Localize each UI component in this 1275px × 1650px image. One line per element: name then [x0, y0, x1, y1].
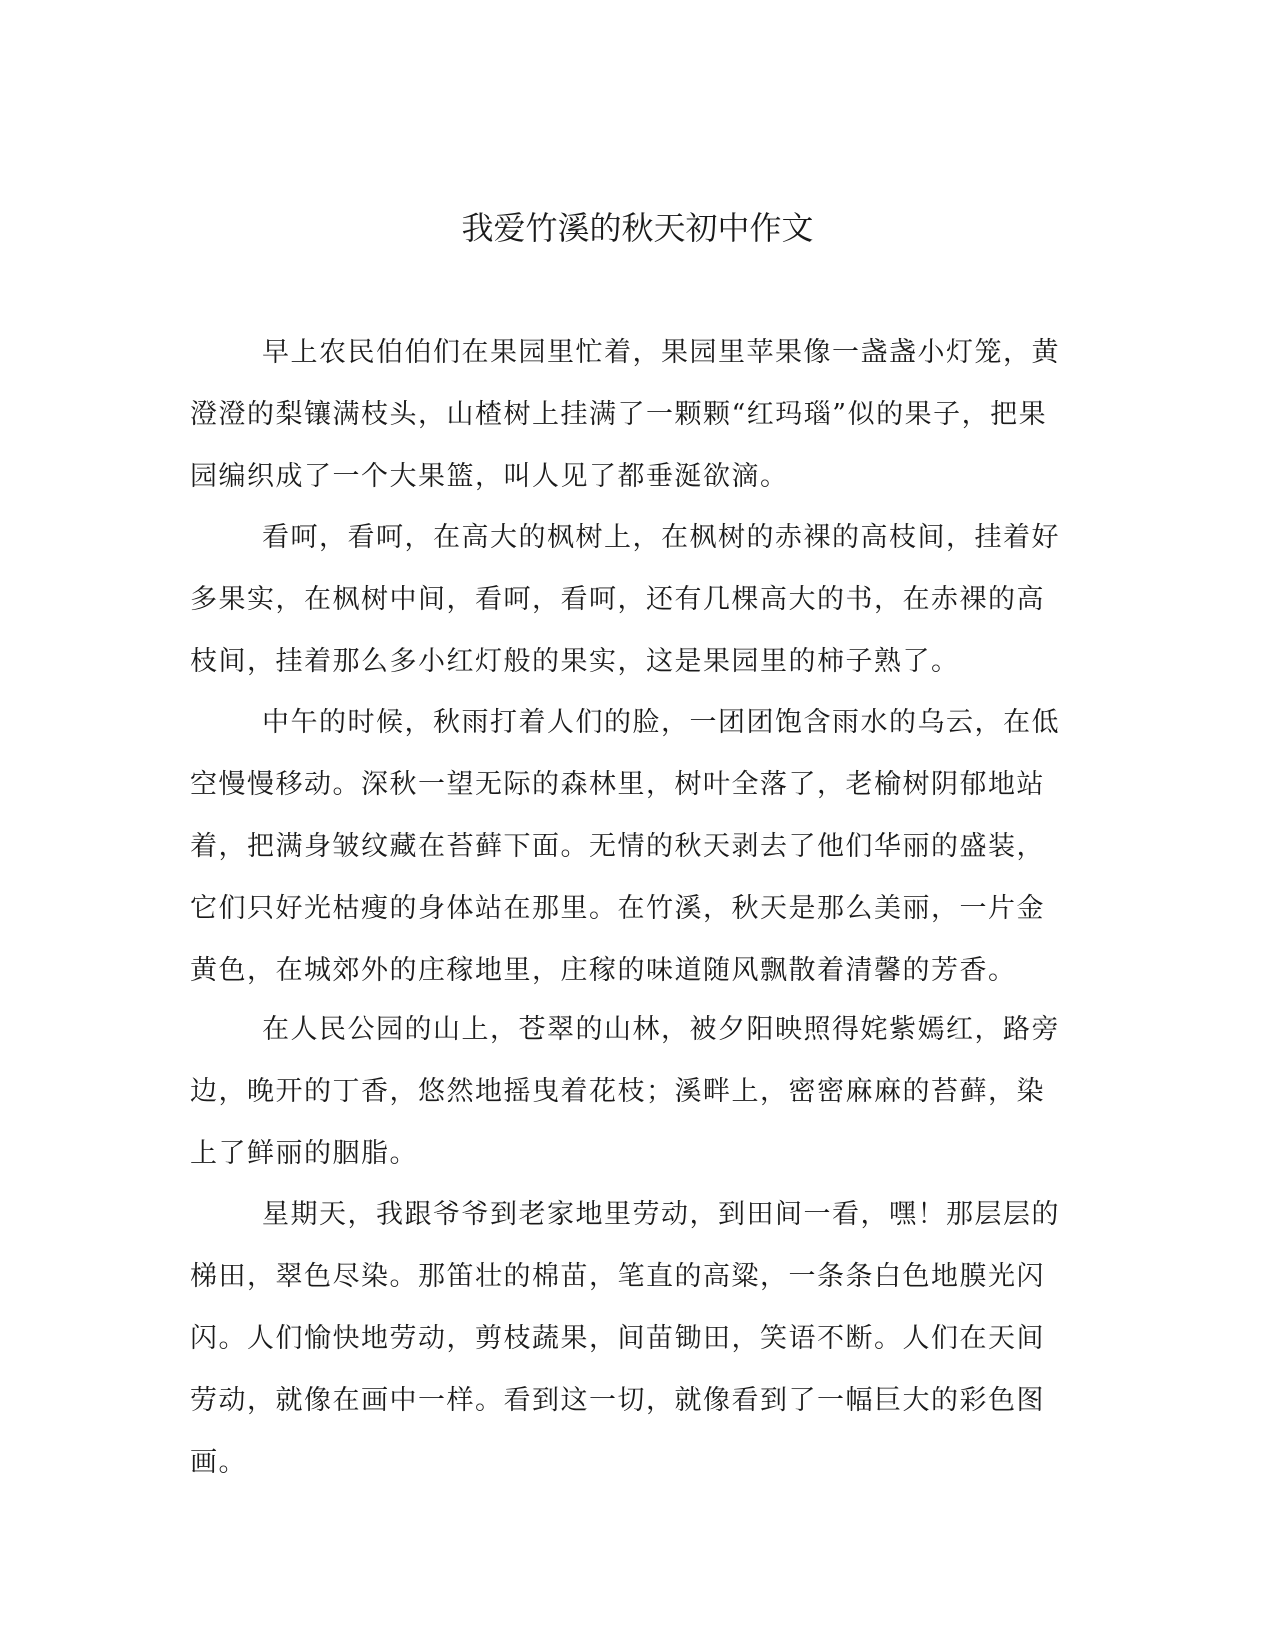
paragraph-line: 在人民公园的山上，苍翠的山林，被夕阳映照得姹紫嫣红，路旁 [262, 1014, 1060, 1045]
paragraph-line: 看呵，看呵，在高大的枫树上，在枫树的赤裸的高枝间，挂着好 [262, 522, 1060, 553]
paragraph-line: 闪。人们愉快地劳动，剪枝蔬果，间苗锄田，笑语不断。人们在天间 [190, 1323, 1045, 1354]
paragraph-3 [190, 692, 1080, 1002]
paragraph-line: 澄澄的梨镶满枝头，山楂树上挂满了一颗颗“红玛瑙”似的果子，把果 [190, 399, 1048, 430]
paragraph-line: 枝间，挂着那么多小红灯般的果实，这是果园里的柿子熟了。 [190, 646, 960, 677]
paragraph-5 [190, 1184, 1080, 1494]
paragraph-line: 星期天，我跟爷爷到老家地里劳动，到田间一看，嘿！那层层的 [262, 1199, 1060, 1230]
document-title: 我爱竹溪的秋天初中作文 [461, 209, 814, 247]
paragraph-line: 空慢慢移动。深秋一望无际的森林里，树叶全落了，老榆树阴郁地站 [190, 769, 1045, 800]
paragraph-line: 黄色，在城郊外的庄稼地里，庄稼的味道随风飘散着清馨的芳香。 [190, 955, 1017, 986]
paragraph-line: 边，晚开的丁香，悠然地摇曳着花枝；溪畔上，密密麻麻的苔藓，染 [190, 1076, 1045, 1107]
paragraph-line: 中午的时候，秋雨打着人们的脸，一团团饱含雨水的乌云，在低 [262, 707, 1060, 738]
paragraph-line: 它们只好光枯瘦的身体站在那里。在竹溪，秋天是那么美丽，一片金 [190, 893, 1045, 924]
paragraph-1 [190, 322, 1080, 508]
paragraph-line: 上了鲜丽的胭脂。 [190, 1138, 418, 1169]
paragraph-line: 劳动，就像在画中一样。看到这一切，就像看到了一幅巨大的彩色图 [190, 1385, 1045, 1416]
paragraph-4 [190, 999, 1080, 1185]
paragraph-line: 画。 [190, 1447, 247, 1478]
paragraph-line: 梯田，翠色尽染。那笛壮的棉苗，笔直的高粱，一条条白色地膜光闪 [190, 1261, 1045, 1292]
paragraph-line: 早上农民伯伯们在果园里忙着，果园里苹果像一盏盏小灯笼，黄 [262, 337, 1060, 368]
paragraph-line: 着，把满身皱纹藏在苔藓下面。无情的秋天剥去了他们华丽的盛装， [190, 831, 1045, 862]
paragraph-line: 园编织成了一个大果篮，叫人见了都垂涎欲滴。 [190, 461, 789, 492]
paragraph-2 [190, 507, 1080, 693]
paragraph-line: 多果实，在枫树中间，看呵，看呵，还有几棵高大的书，在赤裸的高 [190, 584, 1045, 615]
